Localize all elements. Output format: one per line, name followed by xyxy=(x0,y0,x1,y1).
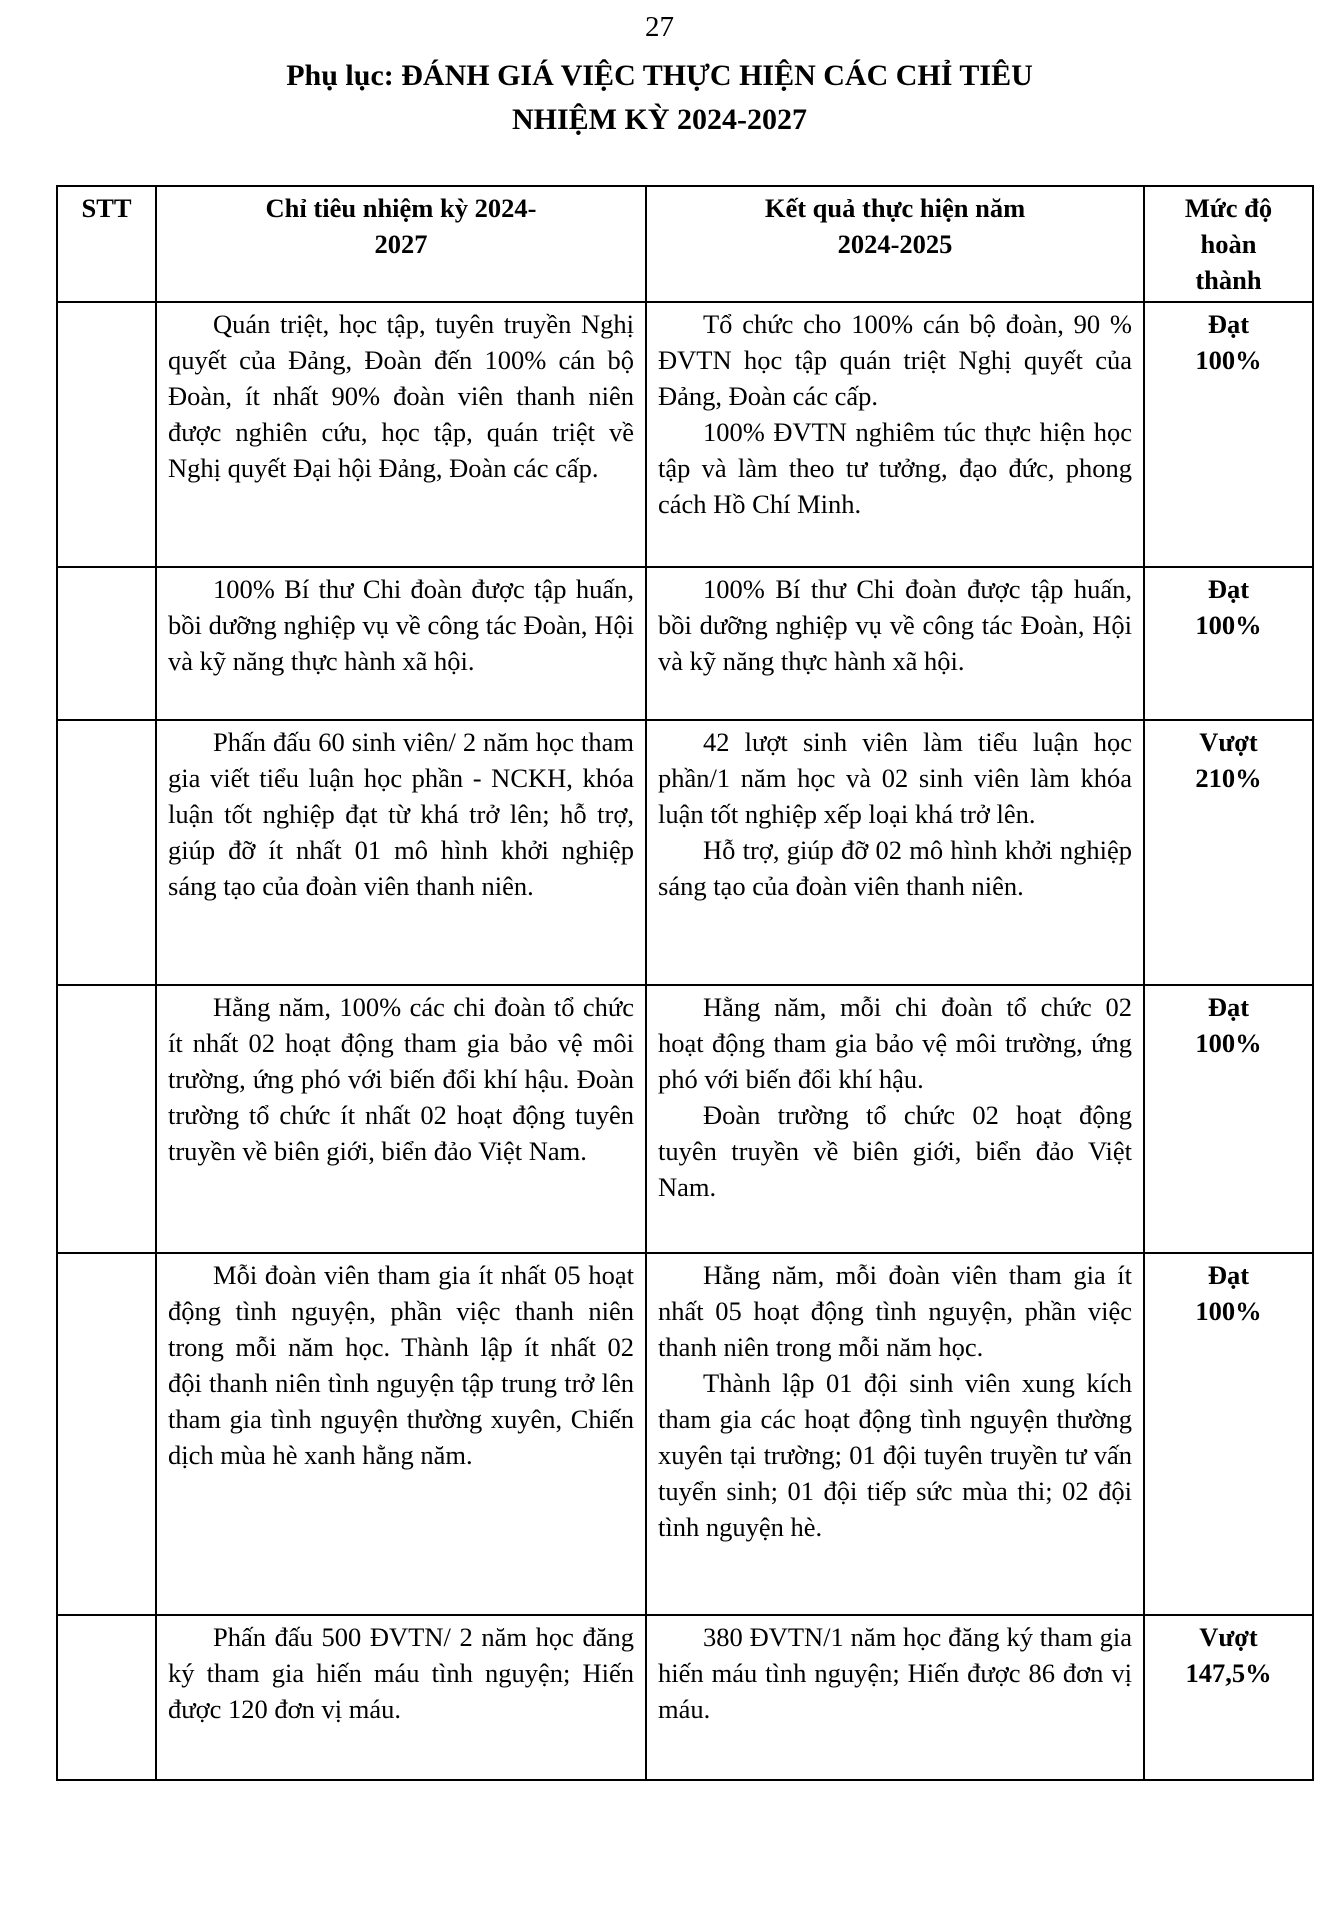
table-row xyxy=(57,985,1313,1253)
table-row xyxy=(57,1253,1313,1615)
table-row xyxy=(57,720,1313,985)
result-cell xyxy=(646,567,1144,720)
criteria-cell xyxy=(156,720,646,985)
table-header-row xyxy=(57,186,1313,302)
column-header-stt: STT xyxy=(57,186,156,302)
criteria-paragraph: Phấn đấu 500 ĐVTN/ 2 năm học đăng ký tham gia hiến máu tình nguyện; Hiến được 120 đơn vị máu. xyxy=(168,1622,634,1724)
column-header-completion-line-2: hoàn xyxy=(1200,229,1257,259)
status-label: Vượt xyxy=(1199,727,1258,757)
status-label: Đạt xyxy=(1207,992,1250,1022)
result-paragraph: Hằng năm, mỗi đoàn viên tham gia ít nhất 05 hoạt động tình nguyện, phần việc thanh niên trong mỗi năm học. xyxy=(658,1260,1132,1362)
result-paragraph: 100% Bí thư Chi đoàn được tập huấn, bồi dưỡng nghiệp vụ về công tác Đoàn, Hội và kỹ năng thực hành xã hội. xyxy=(658,574,1132,676)
column-header-criteria-line-2: 2027 xyxy=(374,229,428,259)
status-cell xyxy=(1144,1253,1313,1615)
status-value: 100% xyxy=(1195,1028,1262,1058)
status-cell xyxy=(1144,720,1313,985)
criteria-cell xyxy=(156,1253,646,1615)
result-cell xyxy=(646,985,1144,1253)
page-number: 27 xyxy=(645,11,674,43)
status-cell xyxy=(1144,985,1313,1253)
column-header-completion-level xyxy=(1144,186,1313,302)
status-value: 100% xyxy=(1195,1296,1262,1326)
table-row xyxy=(57,1615,1313,1780)
column-header-result-line-2: 2024-2025 xyxy=(837,229,953,259)
appendix-table xyxy=(56,185,1314,1781)
stt-cell xyxy=(57,1253,156,1615)
stt-cell xyxy=(57,1615,156,1780)
column-header-result-line-1: Kết quả thực hiện năm xyxy=(764,193,1026,223)
stt-cell xyxy=(57,720,156,985)
criteria-paragraph: Quán triệt, học tập, tuyên truyền Nghị quyết của Đảng, Đoàn đến 100% cán bộ Đoàn, ít nhất 90% đoàn viên thanh niên được nghiên cứu, học tập, quán triệt về Nghị quyết Đại hội Đảng, Đoàn các cấp. xyxy=(168,309,634,483)
column-header-result xyxy=(646,186,1144,302)
column-header-criteria xyxy=(156,186,646,302)
document-title xyxy=(0,54,1319,142)
stt-cell xyxy=(57,985,156,1253)
document-title-line-2: NHIỆM KỲ 2024-2027 xyxy=(512,103,807,136)
result-paragraph: 100% ĐVTN nghiêm túc thực hiện học tập và làm theo tư tưởng, đạo đức, phong cách Hồ Chí Minh. xyxy=(658,417,1132,519)
criteria-paragraph: Phấn đấu 60 sinh viên/ 2 năm học tham gia viết tiểu luận học phần - NCKH, khóa luận tốt nghiệp đạt từ khá trở lên; hỗ trợ, giúp đỡ ít nhất 01 mô hình khởi nghiệp sáng tạo của đoàn viên thanh niên. xyxy=(168,727,634,901)
status-value: 147,5% xyxy=(1185,1658,1272,1688)
criteria-paragraph: Hằng năm, 100% các chi đoàn tổ chức ít nhất 02 hoạt động tham gia bảo vệ môi trường, ứng phó với biến đổi khí hậu. Đoàn trường tổ chức ít nhất 02 hoạt động tuyên truyền về biên giới, biển đảo Việt Nam. xyxy=(168,992,634,1166)
status-cell xyxy=(1144,567,1313,720)
table-row xyxy=(57,567,1313,720)
result-paragraph: 380 ĐVTN/1 năm học đăng ký tham gia hiến máu tình nguyện; Hiến được 86 đơn vị máu. xyxy=(658,1622,1132,1724)
stt-cell xyxy=(57,302,156,567)
result-paragraph: Tổ chức cho 100% cán bộ đoàn, 90 % ĐVTN học tập quán triệt Nghị quyết của Đảng, Đoàn các cấp. xyxy=(658,309,1132,411)
stt-cell xyxy=(57,567,156,720)
result-cell xyxy=(646,720,1144,985)
status-label: Đạt xyxy=(1207,1260,1250,1290)
criteria-paragraph: 100% Bí thư Chi đoàn được tập huấn, bồi dưỡng nghiệp vụ về công tác Đoàn, Hội và kỹ năng thực hành xã hội. xyxy=(168,574,634,676)
status-value: 210% xyxy=(1195,763,1262,793)
result-paragraph: Thành lập 01 đội sinh viên xung kích tham gia các hoạt động tình nguyện thường xuyên tại trường; 01 đội tuyên truyền tư vấn tuyển sinh; 01 đội tiếp sức mùa thi; 02 đội tình nguyện hè. xyxy=(658,1368,1132,1542)
criteria-cell xyxy=(156,985,646,1253)
status-label: Đạt xyxy=(1207,574,1250,604)
result-paragraph: Đoàn trường tổ chức 02 hoạt động tuyên truyền về biên giới, biển đảo Việt Nam. xyxy=(658,1100,1132,1202)
column-header-completion-line-3: thành xyxy=(1195,265,1262,295)
criteria-paragraph: Mỗi đoàn viên tham gia ít nhất 05 hoạt động tình nguyện, phần việc thanh niên trong mỗi năm học. Thành lập ít nhất 02 đội thanh niên tình nguyện tập trung trở lên tham gia tình nguyện thường xuyên, Chiến dịch mùa hè xanh hằng năm. xyxy=(168,1260,634,1470)
result-cell xyxy=(646,1253,1144,1615)
result-paragraph: Hằng năm, mỗi chi đoàn tổ chức 02 hoạt động tham gia bảo vệ môi trường, ứng phó với biến đổi khí hậu. xyxy=(658,992,1132,1094)
criteria-cell xyxy=(156,567,646,720)
status-value: 100% xyxy=(1195,610,1262,640)
column-header-criteria-line-1: Chỉ tiêu nhiệm kỳ 2024- xyxy=(265,193,537,223)
criteria-cell xyxy=(156,302,646,567)
result-paragraph: 42 lượt sinh viên làm tiểu luận học phần/1 năm học và 02 sinh viên làm khóa luận tốt nghiệp xếp loại khá trở lên. xyxy=(658,727,1132,829)
column-header-completion-line-1: Mức độ xyxy=(1184,193,1273,223)
result-cell xyxy=(646,1615,1144,1780)
criteria-cell xyxy=(156,1615,646,1780)
document-title-line-1: Phụ lục: ĐÁNH GIÁ VIỆC THỰC HIỆN CÁC CHỈ TIÊU xyxy=(286,59,1033,92)
status-label: Đạt xyxy=(1207,309,1250,339)
result-paragraph: Hỗ trợ, giúp đỡ 02 mô hình khởi nghiệp sáng tạo của đoàn viên thanh niên. xyxy=(658,835,1132,901)
status-label: Vượt xyxy=(1199,1622,1258,1652)
status-cell xyxy=(1144,1615,1313,1780)
status-cell xyxy=(1144,302,1313,567)
table-row xyxy=(57,302,1313,567)
result-cell xyxy=(646,302,1144,567)
status-value: 100% xyxy=(1195,345,1262,375)
